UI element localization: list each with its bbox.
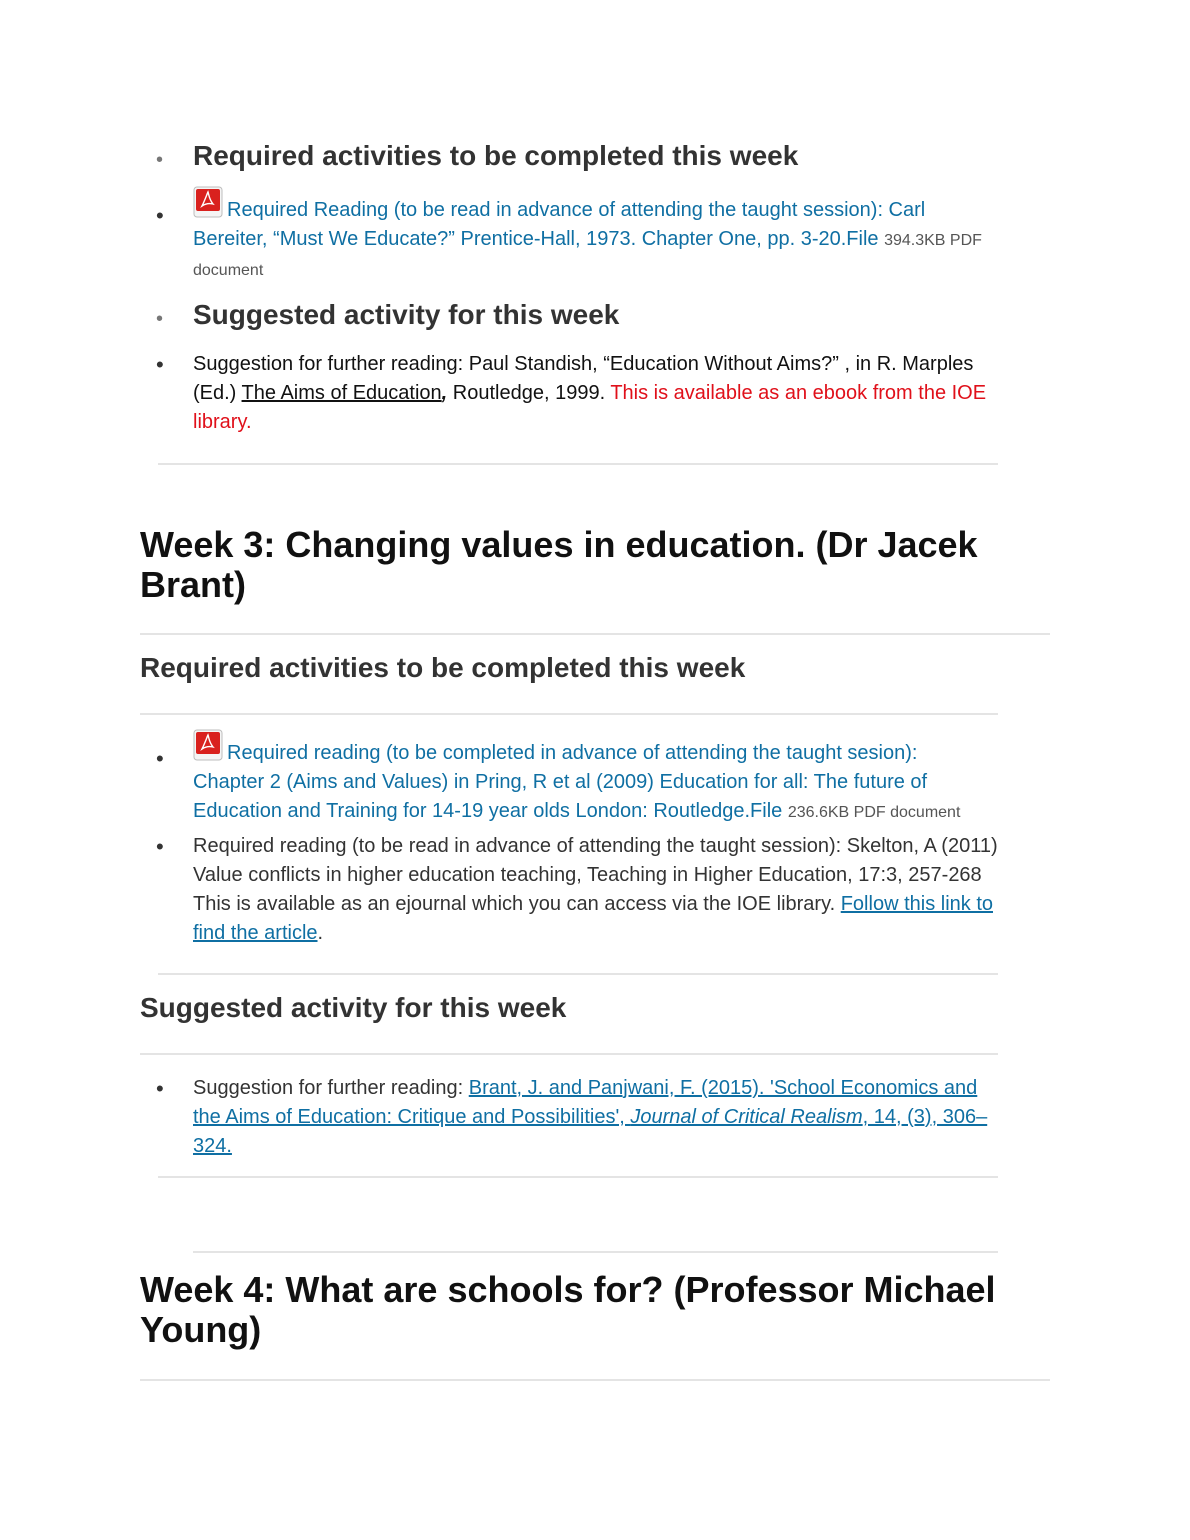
week3-required-heading: Required activities to be completed this week bbox=[140, 652, 746, 683]
article-title: Brant, J. and Panjwani, F. (2015). 'School Economics and the Aims of Education: Critique and Possibilities', bbox=[193, 1077, 978, 1128]
ebook-note: This is available as an ebook from the IOE library. bbox=[193, 382, 987, 433]
required-activities-heading: Required activities to be completed this week bbox=[193, 140, 799, 171]
week3-reading2-text: Required reading (to be read in advance of attending the taught session): Skelton, A (2011) Value conflicts in higher education teaching, Teaching in Higher Education, 17:3, 257-268 This is available as an ejournal which you can access via the IOE library. bbox=[193, 835, 998, 915]
divider bbox=[158, 463, 998, 465]
comma: , bbox=[441, 382, 448, 404]
find-article-link[interactable]: Follow this link to find the article bbox=[193, 893, 993, 944]
suggestion-rest: Routledge, 1999. bbox=[447, 382, 611, 404]
bullet: • bbox=[156, 834, 164, 859]
pdf-file-icon[interactable] bbox=[193, 186, 223, 218]
file-meta: 394.3KB PDF document bbox=[193, 232, 982, 279]
suggested-activity-heading: Suggested activity for this week bbox=[193, 299, 620, 330]
bullet: • bbox=[156, 149, 164, 171]
bullet: • bbox=[156, 352, 164, 377]
period: . bbox=[317, 922, 324, 944]
divider bbox=[158, 973, 998, 975]
divider bbox=[158, 1176, 998, 1178]
week3-suggestion-item bbox=[193, 1074, 999, 1161]
file-meta: 236.6KB PDF document bbox=[787, 804, 961, 821]
pdf-file-icon[interactable] bbox=[193, 729, 223, 761]
journal-name: Journal of Critical Realism bbox=[630, 1106, 863, 1128]
suggestion-intro: Suggestion for further reading: bbox=[193, 1077, 469, 1099]
bullet: • bbox=[156, 746, 164, 771]
divider bbox=[140, 1053, 998, 1055]
divider bbox=[193, 1251, 998, 1253]
suggestion-item bbox=[193, 350, 999, 437]
week4-title: Week 4: What are schools for? (Professor Michael Young) bbox=[140, 1269, 996, 1350]
divider bbox=[140, 713, 998, 715]
divider bbox=[140, 633, 1050, 635]
week3-title: Week 3: Changing values in education. (Dr Jacek Brant) bbox=[140, 524, 978, 605]
bullet: • bbox=[156, 308, 164, 330]
suggestion-intro: Suggestion for further reading: Paul Standish, “Education Without Aims?” , in R. Marples (Ed.) bbox=[193, 353, 974, 404]
book-title: The Aims of Education bbox=[241, 382, 442, 404]
week3-reading2-item bbox=[193, 832, 999, 948]
required-reading-item bbox=[193, 186, 983, 285]
week3-reading1-item bbox=[193, 729, 993, 827]
required-reading-link[interactable]: Required Reading (to be read in advance of attending the taught session): Carl Bereiter, “Must We Educate?” Prentice-Hall, 1973. Chapter One, pp. 3-20.File bbox=[193, 199, 926, 250]
week3-suggested-heading: Suggested activity for this week bbox=[140, 992, 567, 1023]
bullet: • bbox=[156, 203, 164, 228]
week3-reading1-link[interactable]: Required reading (to be completed in advance of attending the taught sesion): Chapter 2 (Aims and Values) in Pring, R et al (2009) Education for all: The future of Education and Training for 14-19 year olds London: Routledge.File bbox=[193, 742, 928, 822]
journal-volume: , 14, (3), 306–324. bbox=[193, 1106, 988, 1157]
bullet: • bbox=[156, 1076, 164, 1101]
divider bbox=[140, 1379, 1050, 1381]
